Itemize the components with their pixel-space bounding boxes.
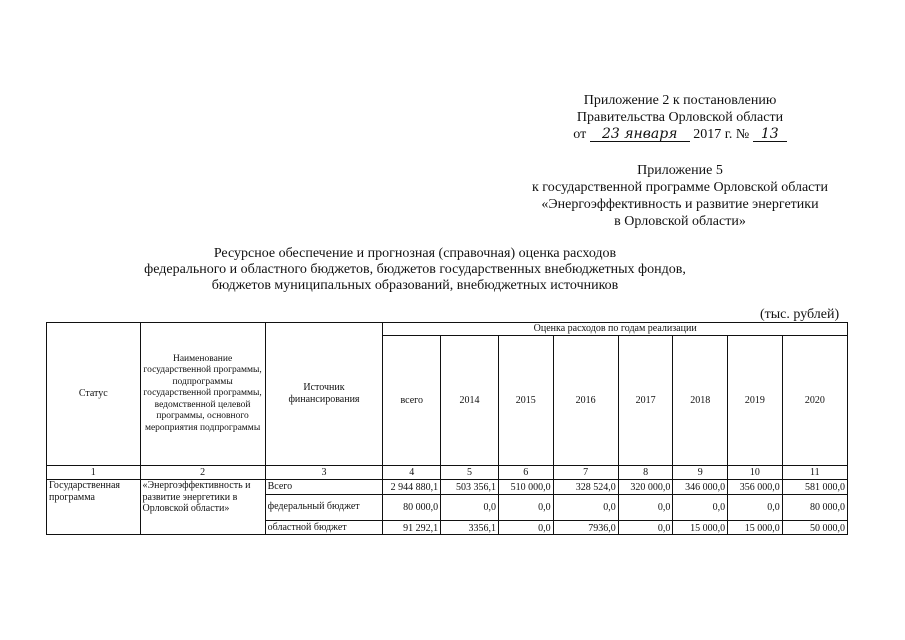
header-funding-source: Источник финансирования — [265, 323, 383, 466]
value-cell: 0,0 — [441, 494, 499, 520]
header-status: Статус — [47, 323, 141, 466]
header-year-2014: 2014 — [441, 336, 499, 466]
value-cell: 0,0 — [673, 494, 728, 520]
appendix-5-line1: Приложение 5 — [637, 163, 723, 178]
header-year-2015: 2015 — [498, 336, 553, 466]
title-line3: бюджетов муниципальных образований, внебюджетных источников — [211, 278, 619, 293]
value-cell: 0,0 — [728, 494, 783, 520]
source-cell: федеральный бюджет — [265, 494, 383, 520]
value-cell: 3356,1 — [441, 520, 499, 535]
value-cell: 15 000,0 — [728, 520, 783, 535]
column-number: 3 — [265, 466, 383, 480]
appendix-5-line2: к государственной программе Орловской области — [532, 180, 828, 195]
value-cell: 328 524,0 — [553, 480, 618, 495]
title-line2: федерального и областного бюджетов, бюджетов государственных внебюджетных фондов, — [144, 262, 686, 277]
year-label: 2017 г. № — [693, 127, 750, 142]
value-cell: 7936,0 — [553, 520, 618, 535]
appendix-2-line1: Приложение 2 к постановлению — [583, 93, 777, 108]
table-row — [47, 480, 848, 495]
value-cell: 0,0 — [553, 494, 618, 520]
units-label: (тыс. рублей) — [760, 307, 840, 322]
appendix-2-header — [560, 92, 800, 143]
handwritten-number: 13 — [753, 127, 787, 142]
value-cell: 320 000,0 — [618, 480, 673, 495]
value-cell: 0,0 — [618, 520, 673, 535]
value-cell: 510 000,0 — [498, 480, 553, 495]
value-cell: 80 000,0 — [782, 494, 847, 520]
value-cell: 581 000,0 — [782, 480, 847, 495]
handwritten-date: 23 января — [590, 127, 690, 142]
source-cell: областной бюджет — [265, 520, 383, 535]
value-cell: 15 000,0 — [673, 520, 728, 535]
appendix-2-date-line — [560, 126, 800, 143]
column-number: 1 — [47, 466, 141, 480]
title-line1: Ресурсное обеспечение и прогнозная (справочная) оценка расходов — [213, 246, 617, 261]
value-cell: 0,0 — [498, 520, 553, 535]
program-name-cell: «Энергоэффективность и развитие энергетики в Орловской области» — [140, 480, 265, 535]
header-estimate-by-year: Оценка расходов по годам реализации — [383, 323, 848, 336]
source-cell: Всего — [265, 480, 383, 495]
column-number: 11 — [782, 466, 847, 480]
column-number: 8 — [618, 466, 673, 480]
value-cell: 503 356,1 — [441, 480, 499, 495]
value-cell: 80 000,0 — [383, 494, 441, 520]
value-cell: 356 000,0 — [728, 480, 783, 495]
status-cell: Государственная программа — [47, 480, 141, 535]
header-year-2020: 2020 — [782, 336, 847, 466]
appendix-5-line3: «Энергоэффективность и развитие энергетики — [541, 197, 819, 212]
appendix-5-line4: в Орловской области» — [614, 214, 746, 229]
value-cell: 346 000,0 — [673, 480, 728, 495]
header-year-2016: 2016 — [553, 336, 618, 466]
value-cell: 0,0 — [498, 494, 553, 520]
document-title — [120, 246, 710, 294]
header-program-name: Наименование государственной программы, подпрограммы государственной программы, ведомственной целевой программы, основного мероприятия подпрограммы — [140, 323, 265, 466]
value-cell: 0,0 — [618, 494, 673, 520]
column-number: 2 — [140, 466, 265, 480]
header-year-2018: 2018 — [673, 336, 728, 466]
column-number: 4 — [383, 466, 441, 480]
column-number: 10 — [728, 466, 783, 480]
expenses-table — [46, 322, 848, 535]
value-cell: 91 292,1 — [383, 520, 441, 535]
column-number: 9 — [673, 466, 728, 480]
column-number-row — [47, 466, 848, 480]
column-number: 7 — [553, 466, 618, 480]
column-number: 6 — [498, 466, 553, 480]
value-cell: 50 000,0 — [782, 520, 847, 535]
header-year-2019: 2019 — [728, 336, 783, 466]
appendix-5-header — [510, 162, 850, 230]
from-label: от — [573, 127, 587, 142]
value-cell: 2 944 880,1 — [383, 480, 441, 495]
header-total: всего — [383, 336, 441, 466]
column-number: 5 — [441, 466, 499, 480]
appendix-2-line2: Правительства Орловской области — [576, 110, 784, 125]
header-year-2017: 2017 — [618, 336, 673, 466]
